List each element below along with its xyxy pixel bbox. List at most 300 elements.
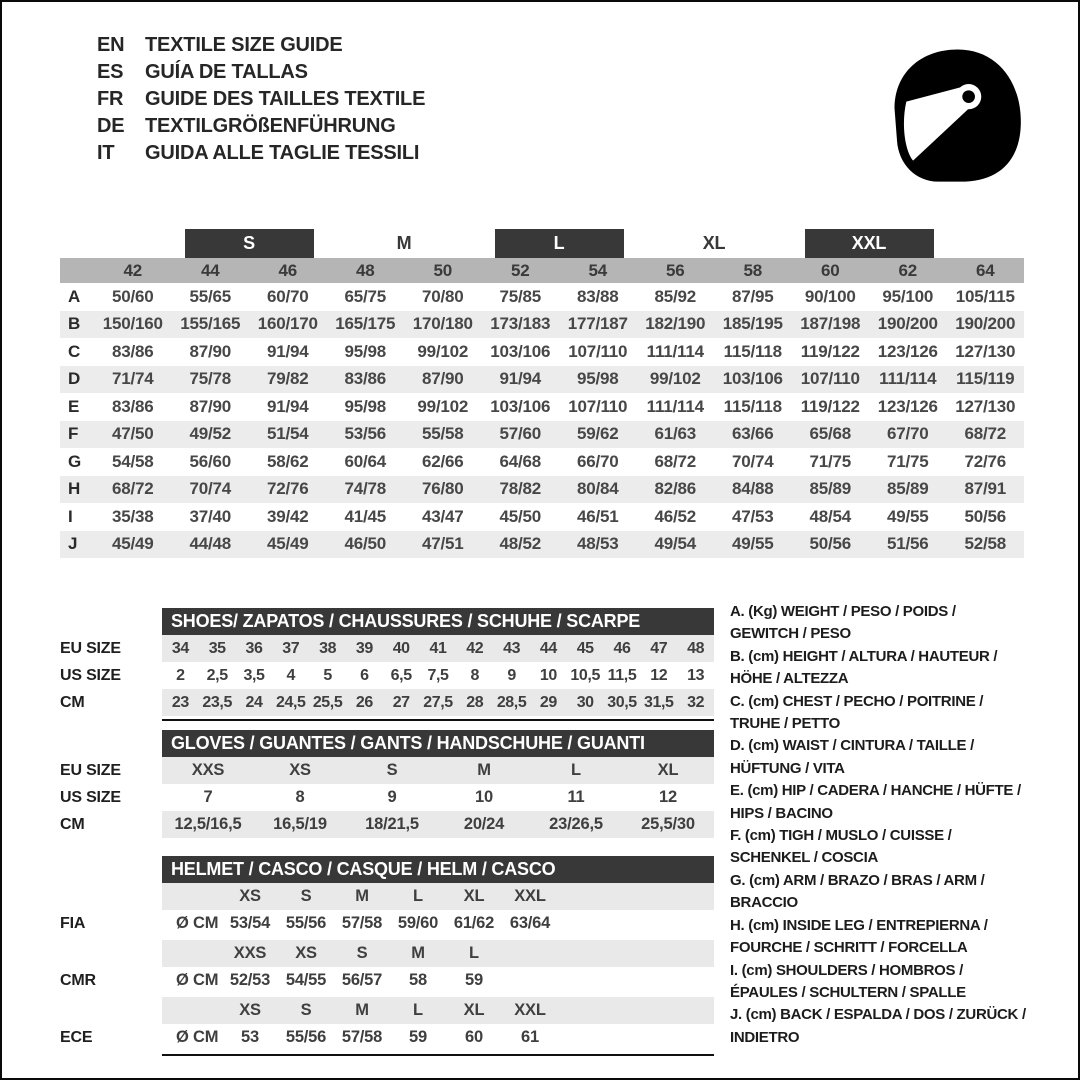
- size-band-cell: [172, 229, 327, 258]
- measurement-value: 87/91: [964, 479, 1007, 499]
- language-title: GUIDA ALLE TAGLIE TESSILI: [145, 142, 420, 164]
- size-label: XXL: [514, 1001, 546, 1019]
- size-label: L: [469, 944, 479, 962]
- size-value: 28,5: [496, 693, 527, 711]
- standard-label: CMR: [60, 971, 96, 989]
- size-value: S: [386, 761, 398, 779]
- measurement-value: 115/119: [956, 369, 1015, 389]
- measurement-value: 68/72: [964, 424, 1007, 444]
- measurement-value: 99/102: [417, 341, 469, 361]
- measurement-value: 99/102: [417, 396, 469, 416]
- measurement-value: 79/82: [266, 369, 309, 389]
- row-values: [162, 757, 714, 784]
- measurement-value: 107/110: [568, 396, 628, 416]
- measurement-value: 190/200: [955, 314, 1016, 334]
- measurement-row: [60, 503, 1024, 531]
- size-value: 39: [355, 639, 373, 657]
- measurement-value: 123/126: [877, 396, 938, 416]
- measurement-value: 46/50: [344, 534, 387, 554]
- measurement-row: [60, 421, 1024, 449]
- measurement-value: 119/122: [800, 396, 860, 416]
- size-value: 60: [465, 1028, 483, 1046]
- measurement-row: [60, 531, 1024, 559]
- measurement-row: [60, 338, 1024, 366]
- measurement-value: 111/114: [646, 396, 704, 416]
- measurement-row: [60, 448, 1024, 476]
- size-value: 28: [466, 693, 484, 711]
- size-row: [60, 635, 716, 662]
- row-label: CM: [60, 693, 85, 711]
- language-row: [97, 32, 425, 59]
- measurement-value: 70/80: [421, 286, 464, 306]
- size-band-s: S: [185, 229, 314, 258]
- size-value: 34: [171, 639, 189, 657]
- helmet-sizes-row: [60, 883, 716, 910]
- size-value: 55/56: [285, 914, 327, 932]
- size-label: S: [356, 944, 368, 962]
- size-value: 58: [409, 971, 427, 989]
- measurement-value: 65/68: [809, 424, 852, 444]
- numeric-size: 46: [278, 260, 297, 280]
- measurement-value: 87/95: [731, 286, 774, 306]
- measurement-value: 65/75: [344, 286, 387, 306]
- language-row: [97, 140, 425, 167]
- measurement-row: [60, 476, 1024, 504]
- measurement-value: 63/66: [731, 424, 774, 444]
- measurement-value: 83/88: [576, 286, 619, 306]
- measurement-value: 46/52: [654, 506, 697, 526]
- measurement-legend: [730, 601, 1028, 1049]
- size-value: 55/56: [285, 1028, 327, 1046]
- size-band-l: L: [495, 229, 624, 258]
- size-label: XXS: [233, 944, 267, 962]
- size-value: 16,5/19: [273, 815, 327, 833]
- size-row: [60, 689, 716, 716]
- size-value: 63/64: [509, 914, 551, 932]
- measurement-value: 105/115: [955, 286, 1015, 306]
- size-value: 48: [687, 639, 705, 657]
- measurement-value: 91/94: [266, 396, 309, 416]
- measurement-value: 56/60: [189, 451, 232, 471]
- measurement-value: 85/92: [654, 286, 697, 306]
- row-label: A: [68, 286, 81, 306]
- row-values: [162, 635, 714, 662]
- size-value: 27: [392, 693, 410, 711]
- size-value: 10: [475, 788, 493, 806]
- measurement-value: 39/42: [266, 506, 309, 526]
- numeric-sizes-row: [60, 258, 1024, 283]
- measurement-value: 72/76: [266, 479, 309, 499]
- size-value: 56/57: [341, 971, 383, 989]
- divider-line: [162, 1054, 714, 1056]
- band-spacer: [947, 229, 1025, 258]
- size-value: 59/60: [397, 914, 439, 932]
- measurement-value: 85/89: [886, 479, 929, 499]
- gloves-title: GLOVES / GUANTES / GANTS / HANDSCHUHE / GUANTI: [162, 730, 714, 757]
- legend-item: H. (cm) INSIDE LEG / ENTREPIERNA / FOURCHE / SCHRITT / FORCELLA: [730, 916, 988, 957]
- measurement-value: 64/68: [499, 451, 542, 471]
- measurement-value: 66/70: [576, 451, 619, 471]
- measurement-value: 103/106: [490, 341, 551, 361]
- measurement-value: 49/52: [189, 424, 232, 444]
- size-value: 9: [387, 788, 397, 806]
- size-value: 53/54: [229, 914, 271, 932]
- size-value: 44: [539, 639, 557, 657]
- numeric-size: 48: [355, 260, 375, 280]
- language-code: EN: [97, 34, 125, 56]
- measurement-value: 150/160: [102, 314, 163, 334]
- measurement-value: 78/82: [499, 479, 542, 499]
- measurement-value: 59/62: [576, 424, 619, 444]
- language-title: GUIDE DES TAILLES TEXTILE: [145, 88, 426, 110]
- gloves-section: [60, 730, 716, 838]
- size-value: 12: [650, 666, 668, 684]
- size-value: 42: [466, 639, 484, 657]
- measurement-value: 50/56: [809, 534, 852, 554]
- language-title: TEXTILGRÖßENFÜHRUNG: [145, 115, 396, 137]
- size-value: 27,5: [423, 693, 453, 711]
- language-code: FR: [97, 88, 124, 110]
- helmet-section: [60, 856, 716, 1056]
- measurement-value: 41/45: [344, 506, 387, 526]
- measurement-value: 35/38: [111, 506, 154, 526]
- size-value: 6,5: [390, 666, 412, 684]
- row-label: F: [68, 424, 79, 444]
- size-value: 24,5: [276, 693, 306, 711]
- row-label-spacer: [60, 997, 162, 1024]
- measurement-value: 45/50: [499, 506, 542, 526]
- size-label: L: [413, 1001, 423, 1019]
- measurement-value: 71/74: [111, 369, 154, 389]
- measurement-value: 95/98: [344, 396, 387, 416]
- measurement-value: 170/180: [412, 314, 473, 334]
- legend-item: D. (cm) WAIST / CINTURA / TAILLE / HÜFTUNG / VITA: [730, 737, 974, 777]
- measurement-value: 83/86: [344, 369, 387, 389]
- measurement-value: 70/74: [731, 451, 774, 471]
- measurement-value: 74/78: [344, 479, 387, 499]
- language-code: ES: [97, 61, 124, 83]
- row-values: [162, 883, 714, 910]
- size-value: L: [571, 761, 581, 779]
- size-label: M: [355, 887, 369, 905]
- measurement-value: 51/54: [266, 424, 309, 444]
- numeric-size: 52: [510, 260, 530, 280]
- size-value: 46: [613, 639, 631, 657]
- helmet-icon: [876, 36, 1036, 196]
- size-value: 6: [360, 666, 369, 684]
- size-value: 12,5/16,5: [174, 815, 242, 833]
- helmet-title: HELMET / CASCO / CASQUE / HELM / CASCO: [162, 856, 714, 883]
- shoes-section: [60, 608, 716, 721]
- size-value: 13: [687, 666, 705, 684]
- row-values: [162, 784, 714, 811]
- legend-item: J. (cm) BACK / ESPALDA / DOS / ZURÜCK / INDIETRO: [730, 1006, 1026, 1046]
- measurement-value: 91/94: [266, 341, 309, 361]
- measurement-value: 103/106: [490, 396, 551, 416]
- size-band-cell: [482, 229, 637, 258]
- measurement-value: 127/130: [955, 396, 1016, 416]
- measurement-value: 47/53: [731, 506, 774, 526]
- numeric-size: 56: [665, 260, 685, 280]
- row-label: E: [68, 396, 80, 416]
- size-band-xl: XL: [702, 233, 726, 253]
- size-value: 12: [659, 788, 677, 806]
- measurement-value: 70/74: [189, 479, 232, 499]
- measurement-value: 49/54: [654, 534, 697, 554]
- measurement-value: 185/195: [722, 314, 783, 334]
- language-row: [97, 86, 425, 113]
- size-value: 8: [295, 788, 305, 806]
- row-label: US SIZE: [60, 788, 121, 806]
- measurement-value: 99/102: [649, 369, 701, 389]
- measurement-value: 45/49: [111, 534, 154, 554]
- measurement-value: 127/130: [955, 341, 1016, 361]
- size-row: [60, 784, 716, 811]
- size-value: 23,5: [202, 693, 232, 711]
- size-label: XS: [295, 944, 317, 962]
- numeric-size: 44: [200, 260, 220, 280]
- measurement-value: 52/58: [964, 534, 1007, 554]
- size-label: XS: [239, 887, 261, 905]
- size-bands-row: [60, 229, 1024, 258]
- measurement-value: 47/51: [421, 534, 464, 554]
- shoes-rows: [60, 635, 716, 716]
- measurement-value: 95/98: [344, 341, 387, 361]
- measurement-value: 173/183: [490, 314, 551, 334]
- measurement-value: 54/58: [111, 451, 154, 471]
- unit-label: Ø CM: [176, 971, 219, 989]
- size-value: 35: [208, 639, 226, 657]
- measurement-value: 75/85: [499, 286, 542, 306]
- row-label: EU SIZE: [60, 639, 121, 657]
- size-label: XXL: [514, 887, 546, 905]
- gloves-rows: [60, 757, 716, 838]
- helmet-values-row: [60, 967, 716, 994]
- measurement-value: 48/52: [499, 534, 542, 554]
- legend-item: A. (Kg) WEIGHT / PESO / POIDS / GEWITCH / PESO: [730, 603, 956, 643]
- measurement-value: 68/72: [654, 451, 697, 471]
- size-value: M: [477, 761, 491, 779]
- size-value: 24: [245, 693, 263, 711]
- row-values: [162, 967, 714, 994]
- size-value: 41: [429, 639, 447, 657]
- size-row: [60, 757, 716, 784]
- measurement-value: 61/63: [654, 424, 697, 444]
- measurement-value: 87/90: [189, 341, 232, 361]
- measurement-value: 107/110: [568, 341, 628, 361]
- shoes-title: SHOES/ ZAPATOS / CHAUSSURES / SCHUHE / SCARPE: [162, 608, 714, 635]
- row-values: [162, 811, 714, 838]
- measurement-value: 45/49: [266, 534, 309, 554]
- language-code: DE: [97, 115, 125, 137]
- size-value: 23/26,5: [549, 815, 603, 833]
- measurement-value: 165/175: [335, 314, 396, 334]
- measurement-value: 95/100: [882, 286, 934, 306]
- measurement-value: 182/190: [645, 314, 706, 334]
- measurement-value: 71/75: [886, 451, 929, 471]
- measurement-value: 50/60: [111, 286, 154, 306]
- size-value: 47: [650, 639, 668, 657]
- row-label: B: [68, 314, 81, 334]
- measurement-value: 46/51: [576, 506, 619, 526]
- row-label: J: [68, 534, 78, 554]
- legend-item: I. (cm) SHOULDERS / HOMBROS / ÉPAULES / SCHULTERN / SPALLE: [730, 961, 966, 1001]
- row-label: I: [68, 506, 73, 526]
- measurement-value: 187/198: [800, 314, 861, 334]
- measurement-value: 55/58: [421, 424, 464, 444]
- size-value: 32: [687, 693, 705, 711]
- measurement-value: 48/54: [809, 506, 852, 526]
- measurement-row: [60, 283, 1024, 311]
- size-value: 10: [539, 666, 557, 684]
- size-label: S: [300, 887, 312, 905]
- measurement-value: 75/78: [189, 369, 232, 389]
- measurement-value: 190/200: [877, 314, 938, 334]
- size-label: L: [413, 887, 423, 905]
- measurement-row: [60, 393, 1024, 421]
- measurement-value: 43/47: [421, 506, 464, 526]
- size-value: 7,5: [427, 666, 449, 684]
- row-values: [162, 940, 714, 967]
- size-value: 8: [470, 666, 480, 684]
- measurement-value: 62/66: [421, 451, 464, 471]
- measurement-value: 51/56: [886, 534, 929, 554]
- size-value: 29: [539, 693, 557, 711]
- measurement-value: 90/100: [804, 286, 856, 306]
- measurement-value: 111/114: [879, 369, 937, 389]
- helmet-sizes-row: [60, 940, 716, 967]
- size-value: 2,5: [206, 666, 228, 684]
- size-value: 43: [503, 639, 521, 657]
- size-band-m: M: [396, 233, 412, 253]
- size-value: 3,5: [243, 666, 265, 684]
- row-label: G: [68, 451, 82, 471]
- main-size-table: [60, 229, 1024, 558]
- measurement-value: 60/64: [344, 451, 387, 471]
- size-value: 31,5: [644, 693, 674, 711]
- measurement-value: 115/118: [723, 396, 782, 416]
- size-value: 54/55: [285, 971, 327, 989]
- size-value: 11,5: [607, 666, 637, 684]
- row-label: C: [68, 341, 81, 361]
- standard-label: ECE: [60, 1028, 93, 1046]
- numeric-size: 62: [898, 260, 917, 280]
- measurement-value: 123/126: [877, 341, 938, 361]
- legend-item: F. (cm) TIGH / MUSLO / CUISSE / SCHENKEL / COSCIA: [730, 827, 952, 867]
- measurement-row: [60, 311, 1024, 339]
- size-value: 25,5/30: [641, 815, 695, 833]
- measurement-value: 107/110: [800, 369, 860, 389]
- measurement-value: 71/75: [809, 451, 852, 471]
- measurement-row: [60, 366, 1024, 394]
- size-value: 36: [245, 639, 263, 657]
- size-value: 25,5: [312, 693, 343, 711]
- size-value: 4: [286, 666, 296, 684]
- legend-item: B. (cm) HEIGHT / ALTURA / HAUTEUR / HÖHE / ALTEZZA: [730, 647, 998, 688]
- numeric-size: 42: [123, 260, 142, 280]
- numeric-size: 60: [820, 260, 840, 280]
- size-value: 57/58: [341, 1028, 383, 1046]
- size-value: 26: [355, 693, 373, 711]
- size-value: XXS: [191, 761, 225, 779]
- size-label: S: [300, 1001, 312, 1019]
- numeric-size: 58: [743, 260, 762, 280]
- language-title-block: [97, 32, 425, 167]
- measurement-value: 85/89: [809, 479, 852, 499]
- divider-line: [162, 719, 714, 721]
- size-row: [60, 811, 716, 838]
- size-label: XL: [463, 887, 485, 905]
- measurement-value: 60/70: [266, 286, 309, 306]
- measurement-value: 91/94: [499, 369, 542, 389]
- size-value: 45: [576, 639, 594, 657]
- helmet-values-row: [60, 910, 716, 937]
- size-label: XS: [239, 1001, 261, 1019]
- size-label: XL: [463, 1001, 485, 1019]
- band-spacer: [60, 229, 172, 258]
- size-value: 10,5: [570, 666, 600, 684]
- numeric-size: 54: [588, 260, 607, 280]
- size-label: M: [411, 944, 425, 962]
- measurement-value: 87/90: [421, 369, 464, 389]
- row-values: [162, 689, 714, 716]
- standard-label: FIA: [60, 914, 86, 932]
- row-label-spacer: [60, 940, 162, 967]
- size-value: 61/62: [453, 914, 495, 932]
- row-label-spacer: [60, 883, 162, 910]
- size-value: 23: [171, 693, 189, 711]
- measurement-value: 111/114: [646, 341, 704, 361]
- measurement-value: 72/76: [964, 451, 1007, 471]
- measurement-value: 103/106: [722, 369, 783, 389]
- size-value: 57/58: [341, 914, 383, 932]
- size-band-cell: [327, 229, 482, 258]
- measurement-value: 76/80: [421, 479, 464, 499]
- language-code: IT: [97, 142, 115, 164]
- measurement-value: 67/70: [886, 424, 929, 444]
- size-band-cell: [637, 229, 792, 258]
- row-label: EU SIZE: [60, 761, 121, 779]
- legend-item: C. (cm) CHEST / PECHO / POITRINE / TRUHE / PETTO: [730, 692, 984, 733]
- measurement-value: 58/62: [266, 451, 309, 471]
- language-row: [97, 113, 425, 140]
- language-title: TEXTILE SIZE GUIDE: [145, 34, 343, 56]
- measurement-value: 119/122: [800, 341, 860, 361]
- legend-item: E. (cm) HIP / CADERA / HANCHE / HÜFTE / HIPS / BACINO: [730, 782, 1021, 822]
- measurement-value: 47/50: [111, 424, 154, 444]
- row-label: CM: [60, 815, 85, 833]
- measurement-value: 82/86: [654, 479, 697, 499]
- numeric-size: 50: [433, 260, 452, 280]
- size-value: 37: [282, 639, 300, 657]
- row-label: US SIZE: [60, 666, 121, 684]
- size-value: XS: [289, 761, 311, 779]
- language-row: [97, 59, 425, 86]
- helmet-values-row: [60, 1024, 716, 1051]
- measurement-value: 83/86: [111, 341, 154, 361]
- measurement-value: 115/118: [723, 341, 782, 361]
- row-values: [162, 997, 714, 1024]
- measurement-value: 155/165: [180, 314, 241, 334]
- size-row: [60, 662, 716, 689]
- measurement-value: 87/90: [189, 396, 232, 416]
- size-value: 52/53: [229, 971, 271, 989]
- measurement-value: 48/53: [576, 534, 619, 554]
- size-band-cell: [792, 229, 947, 258]
- size-value: 5: [323, 666, 332, 684]
- measurement-value: 37/40: [189, 506, 232, 526]
- size-value: 30,5: [607, 693, 637, 711]
